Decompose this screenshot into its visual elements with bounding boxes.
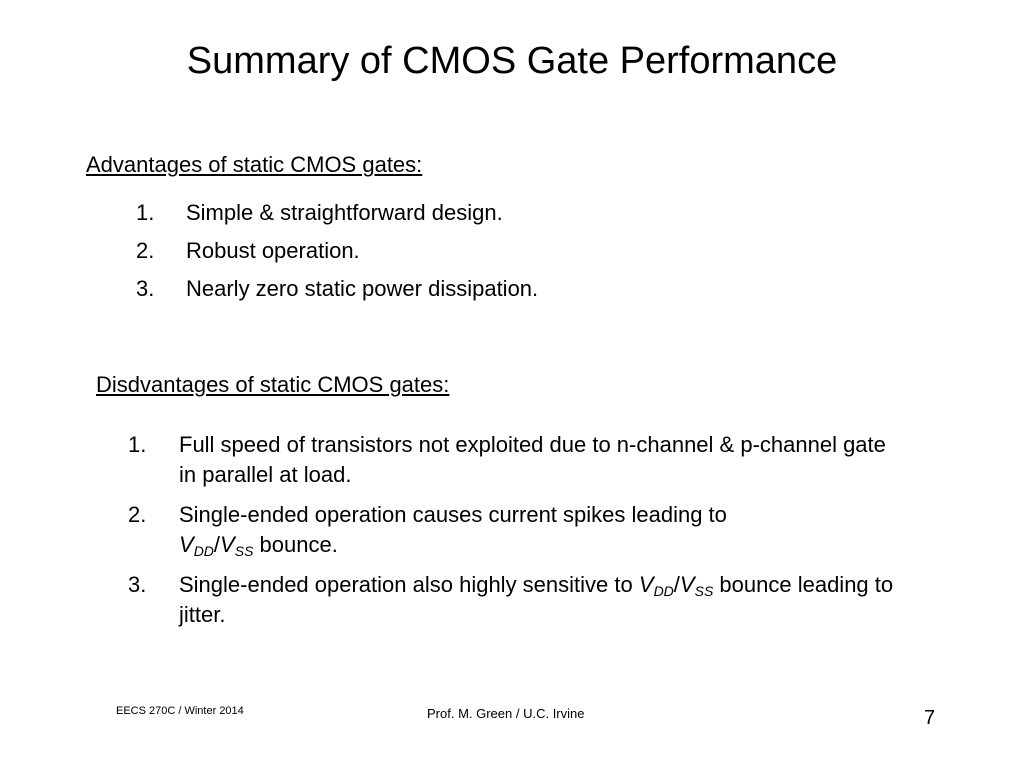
list-item-number: 2. [128,502,147,527]
list-item [136,200,538,226]
list-item-number: 3. [128,572,147,597]
list-item [136,238,538,264]
symbol-v: V [679,572,695,597]
symbol-v: V [638,572,654,597]
disadvantages-list [128,430,908,640]
list-item [128,430,908,490]
list-item-text [179,500,908,560]
symbol-v: V [220,532,235,557]
list-item-number: 2. [136,238,155,263]
advantages-list [136,200,538,314]
list-item-text: Nearly zero static power dissipation. [186,276,539,301]
list-item [128,570,908,630]
slide-title: Summary of CMOS Gate Performance [186,40,838,82]
list-item-text: Robust operation. [186,238,360,263]
list-item-number: 1. [136,200,155,225]
list-item-text-start: Single-ended operation causes current spikes leading to [179,502,727,527]
list-item-text-start: Single-ended operation also highly sensitive to [179,572,633,597]
disadvantages-heading: Disdvantages of static CMOS gates: [96,372,450,397]
list-item-number: 3. [136,276,155,301]
advantages-heading: Advantages of static CMOS gates: [86,152,423,177]
list-item [136,276,538,302]
list-item-text [179,570,908,630]
list-item-number: 1. [128,432,147,457]
list-item-text: Simple & straightforward design. [186,200,503,225]
symbol-slash: / [673,572,680,597]
footer-author: Prof. M. Green / U.C. Irvine [427,706,585,721]
symbol-ss: SS [234,543,254,559]
list-item-text-end: bounce leading to jitter. [179,572,894,627]
list-item [128,500,908,560]
symbol-dd: DD [653,583,674,599]
slide-number: 7 [924,707,936,729]
symbol-v: V [179,532,194,557]
supply-symbol [179,532,253,557]
symbol-ss: SS [694,583,714,599]
supply-symbol [639,572,713,597]
list-item-text-end: bounce. [259,532,338,557]
footer-course: EECS 270C / Winter 2014 [116,705,244,717]
list-item-text: Full speed of transistors not exploited due to n-channel & p-channel gate in parallel at load. [179,432,886,487]
symbol-slash: / [213,532,221,557]
symbol-dd: DD [193,543,214,559]
